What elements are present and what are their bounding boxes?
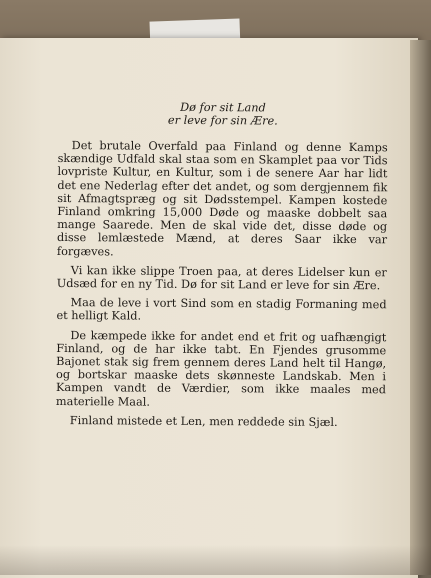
paragraph-1: Det brutale Overfald paa Finland og denne Kamps skændige Udfald skal staa som en Skamplet paa vor Tids lovpriste Kultur, en Kultur, som i de senere Aar har lidt det ene Nederlag efter det andet, og som dergjennem fik sit Afmagtspræg og sit Dødsstempel. Kampen kostede Finland omkring 15,000 Døde og maaske dobbelt saa mange Saarede. Men de skal vide det, disse døde og disse lemlæstede Mænd, at deres Saar ikke var forgæves. xyxy=(56,139,388,259)
paragraph-4: De kæmpede ikke for andet end et frit og uafhængigt Finland, og de har ikke tabt. En Fjendes grusomme Bajonet stak sig frem gennem deres Land helt til Hangø, og bortskar maaske dets skønneste Landskab. Men i Kampen vandt de Værdier, som ikke maales med materielle Maal. xyxy=(55,328,387,409)
bottom-shadow xyxy=(0,545,431,575)
poem-title xyxy=(58,100,388,128)
page-edge xyxy=(410,40,431,575)
title-line-1: Dø for sit Land xyxy=(180,100,266,115)
page-text xyxy=(56,100,388,435)
paragraph-5: Finland mistede et Len, men reddede sin Sjæl. xyxy=(69,413,338,429)
title-line-2: er leve for sin Ære. xyxy=(167,113,278,128)
paragraph-2: Vi kan ikke slippe Troen paa, at deres Lidelser kun er Udsæd for en ny Tid. Dø for sit Land er leve for sin Ære. xyxy=(56,263,387,293)
paragraph-3: Maa de leve i vort Sind som en stadig Formaning med et helligt Kald. xyxy=(56,296,387,324)
